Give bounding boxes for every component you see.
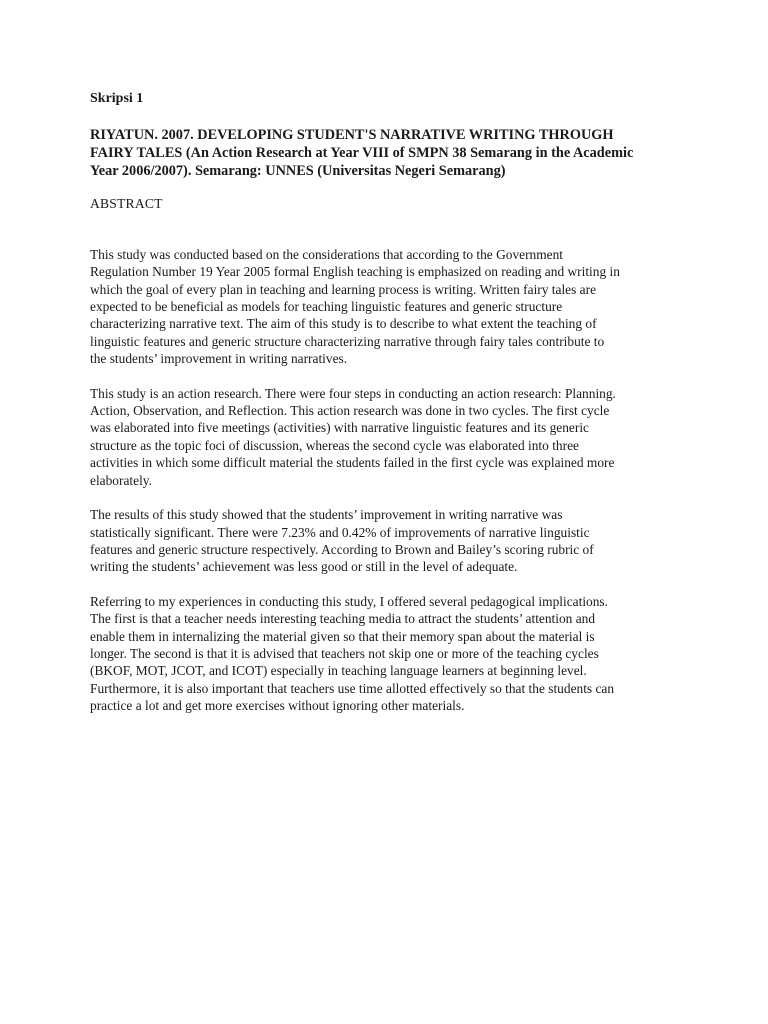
paragraph-line: activities in which some difficult material the students failed in the first cycle was explained more xyxy=(90,455,615,471)
paragraph xyxy=(90,593,690,715)
paragraph-line: structure as the topic foci of discussion, whereas the second cycle was elaborated into three xyxy=(90,437,579,453)
paragraph-line: the students’ improvement in writing narratives. xyxy=(90,351,348,367)
paragraph-line: characterizing narrative text. The aim of this study is to describe to what extent the teaching of xyxy=(90,316,597,332)
document-page xyxy=(90,90,690,732)
document-title xyxy=(90,126,690,180)
paragraph xyxy=(90,506,690,576)
paragraph-line: Referring to my experiences in conducting this study, I offered several pedagogical implications. xyxy=(90,593,608,609)
paragraph-line: The results of this study showed that the students’ improvement in writing narrative was xyxy=(90,507,563,523)
paragraph-line: linguistic features and generic structure characterizing narrative through fairy tales contribute to xyxy=(90,333,605,349)
paragraph-line: This study was conducted based on the considerations that according to the Government xyxy=(90,246,564,262)
paragraph-line: Action, Observation, and Reflection. This action research was done in two cycles. The first cycle xyxy=(90,403,610,419)
paragraph xyxy=(90,246,690,368)
paragraph-line: which the goal of every plan in teaching and learning process is writing. Written fairy tales are xyxy=(90,281,597,297)
paragraph-line: practice a lot and get more exercises without ignoring other materials. xyxy=(90,698,465,714)
title-line: RIYATUN. 2007. DEVELOPING STUDENT'S NARRATIVE WRITING THROUGH xyxy=(90,127,614,144)
title-line: Year 2006/2007). Semarang: UNNES (Universitas Negeri Semarang) xyxy=(90,163,506,180)
paragraph-line: writing the students’ achievement was less good or still in the level of adequate. xyxy=(90,559,518,575)
paragraph-line: statistically significant. There were 7.23% and 0.42% of improvements of narrative linguistic xyxy=(90,524,590,540)
paragraph-line: elaborately. xyxy=(90,472,152,488)
title-line: FAIRY TALES (An Action Research at Year VIII of SMPN 38 Semarang in the Academic xyxy=(90,145,634,162)
paragraph-line: Regulation Number 19 Year 2005 formal English teaching is emphasized on reading and writing in xyxy=(90,264,620,280)
paragraph-line: This study is an action research. There were four steps in conducting an action research: Planning. xyxy=(90,385,616,401)
paragraph-line: was elaborated into five meetings (activities) with narrative linguistic features and its generic xyxy=(90,420,589,436)
abstract-heading: ABSTRACT xyxy=(90,196,163,212)
paragraph-line: (BKOF, MOT, JCOT, and ICOT) especially in teaching language learners at beginning level. xyxy=(90,663,587,679)
paragraph xyxy=(90,385,690,489)
paragraph-line: longer. The second is that it is advised that teachers not skip one or more of the teaching cycles xyxy=(90,645,599,661)
paragraph-line: features and generic structure respectively. According to Brown and Bailey’s scoring rubric of xyxy=(90,541,594,557)
paragraph-line: expected to be beneficial as models for teaching linguistic features and generic structure xyxy=(90,299,563,315)
paragraph-line: Furthermore, it is also important that teachers use time allotted effectively so that the students can xyxy=(90,680,615,696)
paragraph-line: enable them in internalizing the material given so that their memory span about the material is xyxy=(90,628,595,644)
paragraph-line: The first is that a teacher needs interesting teaching media to attract the students’ attention and xyxy=(90,611,596,627)
document-label: Skripsi 1 xyxy=(90,91,144,106)
